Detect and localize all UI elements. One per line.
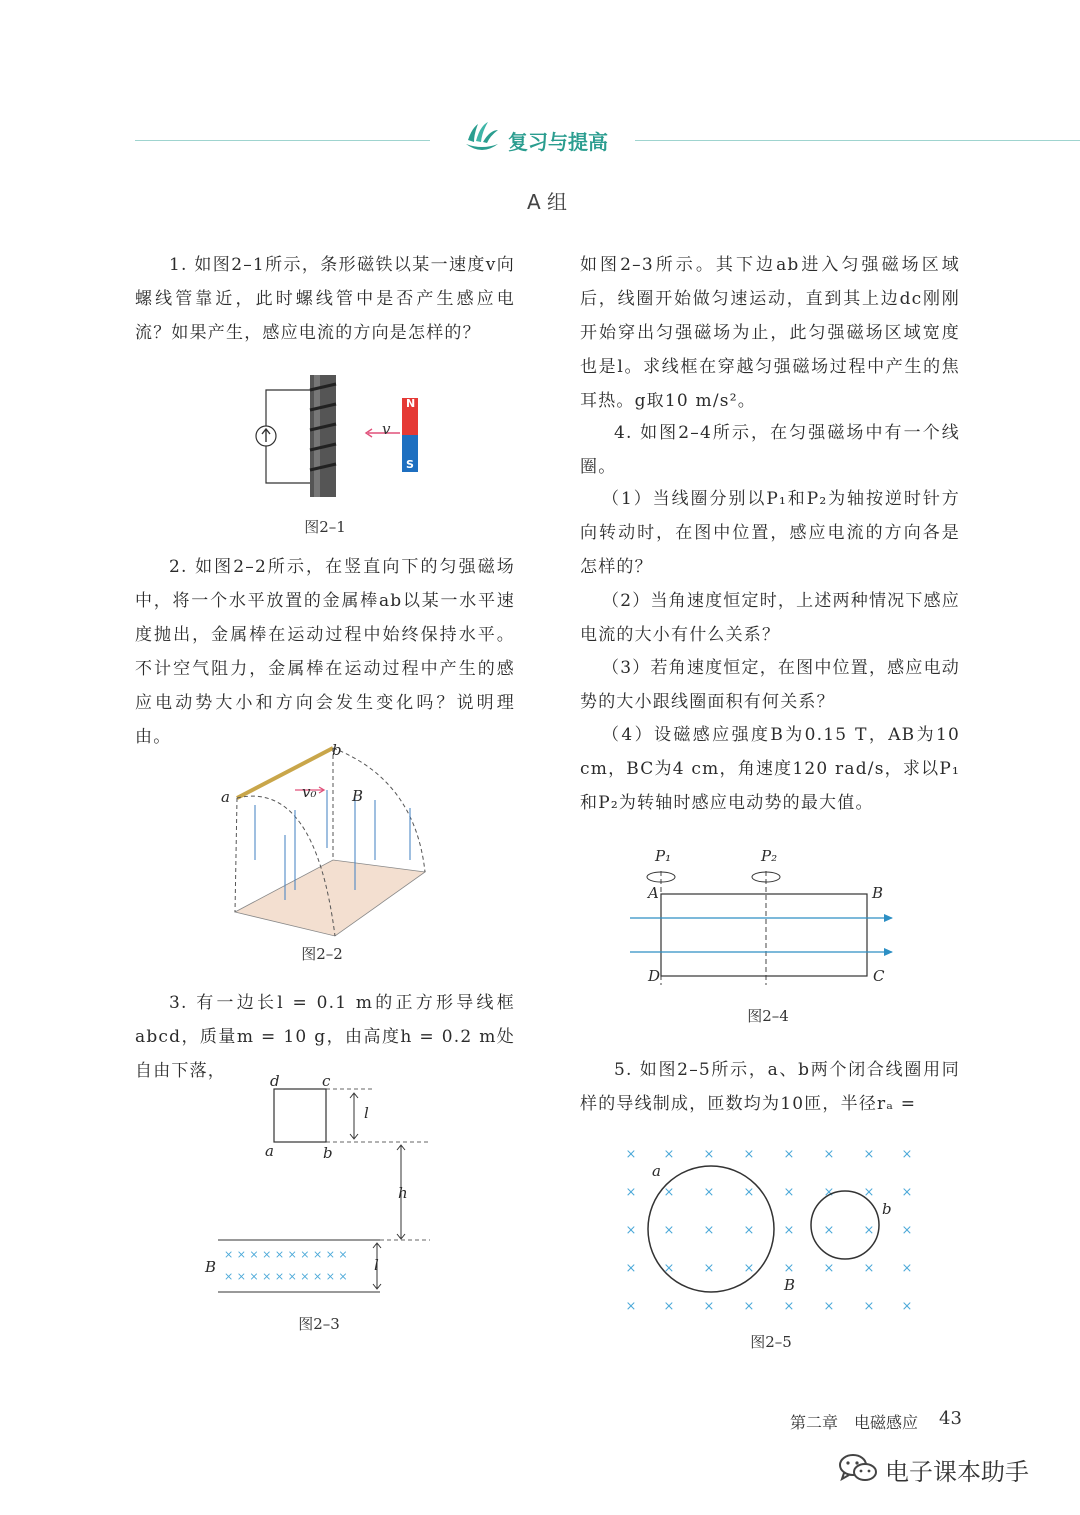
svg-text:×: × xyxy=(823,1185,835,1200)
svg-text:×: × xyxy=(663,1185,675,1200)
fig3-B-label: B xyxy=(205,1258,217,1276)
header-rule-left xyxy=(135,140,430,141)
svg-text:×: × xyxy=(625,1223,637,1238)
watermark-text: 电子课本助手 xyxy=(885,1458,1029,1486)
svg-text:×: × xyxy=(625,1147,637,1162)
svg-text:×: × xyxy=(663,1299,675,1314)
svg-text:×: × xyxy=(863,1299,875,1314)
problem-3-continued: 如图2–3所示。其下边ab进入匀强磁场区域后，线圈开始做匀速运动，直到其上边dc刚刚开始穿出匀强磁场为止，此匀强磁场区域宽度也是l。求线框在穿越匀强磁场过程中产生的焦耳热。g取10 m/s²。 xyxy=(580,255,960,411)
fig3-d-label: d xyxy=(270,1072,280,1090)
problem-2: 2. 如图2–2所示，在竖直向下的匀强磁场中，将一个水平放置的金属棒ab以某一水平速度抛出，金属棒在运动过程中始终保持水平。不计空气阻力，金属棒在运动过程中产生的感应电动势大小和方向会发生变化吗？说明理由。 xyxy=(135,557,515,747)
svg-text:×: × xyxy=(703,1299,715,1314)
figure-2-2-caption: 图2–2 xyxy=(301,945,343,963)
svg-text:×: × xyxy=(901,1147,913,1162)
svg-text:× × × × × × × × × ×: × × × × × × × × × × xyxy=(224,1248,348,1261)
fig3-h-label: h xyxy=(398,1184,408,1202)
svg-text:×: × xyxy=(783,1299,795,1314)
fig2-b-label: b xyxy=(332,741,342,759)
figure-2-4 xyxy=(630,845,900,990)
fig3-l-label-top: l xyxy=(364,1104,369,1122)
svg-text:×: × xyxy=(901,1223,913,1238)
header-rule-right xyxy=(635,140,1080,141)
svg-text:×: × xyxy=(703,1261,715,1276)
fig5-a-label: a xyxy=(652,1162,661,1180)
problem-5: 5. 如图2–5所示，a、b两个闭合线圈用同样的导线制成，匝数均为10匝，半径rₐ = xyxy=(580,1060,960,1114)
fig4-p2-label: P₂ xyxy=(761,847,778,865)
svg-text:×: × xyxy=(743,1299,755,1314)
svg-text:×: × xyxy=(743,1185,755,1200)
fig4-D-label: D xyxy=(648,967,661,985)
fig4-B-label: B xyxy=(872,884,884,902)
problem-4: 4. 如图2–4所示，在匀强磁场中有一个线圈。 xyxy=(580,423,960,477)
section-logo-icon xyxy=(462,122,502,158)
svg-text:×: × xyxy=(743,1261,755,1276)
problem-4-part-1: （1）当线圈分别以P₁和P₂为轴按逆时针方向转动时，在图中位置，感应电流的方向各是怎样的？ xyxy=(580,489,960,577)
figure-2-3-caption: 图2–3 xyxy=(298,1315,340,1333)
problem-4-part-3: （3）若角速度恒定，在图中位置，感应电动势的大小跟线圈面积有何关系？ xyxy=(580,658,960,712)
figure-2-3 xyxy=(200,1080,450,1305)
fig2-a-label: a xyxy=(221,788,230,806)
figure-2-2 xyxy=(215,740,435,940)
section-title: 复习与提高 xyxy=(508,130,608,154)
svg-text:×: × xyxy=(703,1185,715,1200)
svg-text:×: × xyxy=(901,1299,913,1314)
svg-text:×: × xyxy=(863,1185,875,1200)
svg-text:×: × xyxy=(743,1223,755,1238)
group-title: A 组 xyxy=(527,190,568,214)
svg-text:×: × xyxy=(703,1223,715,1238)
fig3-l-label-bottom: l xyxy=(374,1256,379,1274)
problem-4-part-4: （4）设磁感应强度B为0.15 T，AB为10 cm，BC为4 cm，角速度120 rad/s，求以P₁和P₂为转轴时感应电动势的最大值。 xyxy=(580,725,960,813)
svg-text:×: × xyxy=(901,1185,913,1200)
figure-2-1 xyxy=(250,370,430,500)
svg-text:×: × xyxy=(863,1147,875,1162)
fig5-b-label: b xyxy=(882,1200,892,1218)
svg-text:×: × xyxy=(663,1147,675,1162)
fig4-A-label: A xyxy=(648,884,659,902)
svg-text:× × × × × × × × × ×: × × × × × × × × × × xyxy=(224,1270,348,1283)
fig2-B-label: B xyxy=(352,787,364,805)
figure-2-1-caption: 图2–1 xyxy=(304,518,346,536)
svg-text:×: × xyxy=(823,1261,835,1276)
svg-text:×: × xyxy=(625,1185,637,1200)
fig1-n-label: N xyxy=(406,397,416,410)
svg-text:×: × xyxy=(703,1147,715,1162)
footer-chapter: 第二章 电磁感应 xyxy=(790,1413,919,1432)
svg-text:×: × xyxy=(783,1223,795,1238)
svg-text:×: × xyxy=(901,1261,913,1276)
fig5-B-label: B xyxy=(784,1276,796,1294)
svg-text:×: × xyxy=(663,1261,675,1276)
fig1-s-label: S xyxy=(406,458,414,471)
fig4-C-label: C xyxy=(873,967,885,985)
fig3-a-label: a xyxy=(265,1142,274,1160)
fig2-v0-label: v₀ xyxy=(302,783,317,801)
svg-text:×: × xyxy=(823,1147,835,1162)
fig1-v-label: v xyxy=(382,420,391,438)
footer-page-number: 43 xyxy=(939,1408,962,1429)
problem-1: 1. 如图2–1所示，条形磁铁以某一速度v向螺线管靠近，此时螺线管中是否产生感应电流？如果产生，感应电流的方向是怎样的？ xyxy=(135,255,515,343)
svg-text:×: × xyxy=(625,1299,637,1314)
fig3-c-label: c xyxy=(322,1072,331,1090)
svg-text:×: × xyxy=(863,1223,875,1238)
svg-text:×: × xyxy=(823,1299,835,1314)
svg-text:×: × xyxy=(863,1261,875,1276)
svg-text:×: × xyxy=(823,1223,835,1238)
svg-text:×: × xyxy=(783,1261,795,1276)
svg-text:×: × xyxy=(663,1223,675,1238)
fig3-b-label: b xyxy=(323,1144,333,1162)
wechat-icon xyxy=(838,1452,878,1484)
figure-2-4-caption: 图2–4 xyxy=(747,1007,789,1025)
svg-text:×: × xyxy=(743,1147,755,1162)
problem-3-start: 3. 有一边长l = 0.1 m的正方形导线框abcd，质量m = 10 g，由高度h = 0.2 m处自由下落， xyxy=(135,993,515,1081)
svg-text:×: × xyxy=(783,1185,795,1200)
svg-text:×: × xyxy=(783,1147,795,1162)
figure-2-5-caption: 图2–5 xyxy=(750,1333,792,1351)
problem-4-part-2: （2）当角速度恒定时，上述两种情况下感应电流的大小有什么关系？ xyxy=(580,591,960,645)
fig4-p1-label: P₁ xyxy=(655,847,672,865)
svg-text:×: × xyxy=(625,1261,637,1276)
